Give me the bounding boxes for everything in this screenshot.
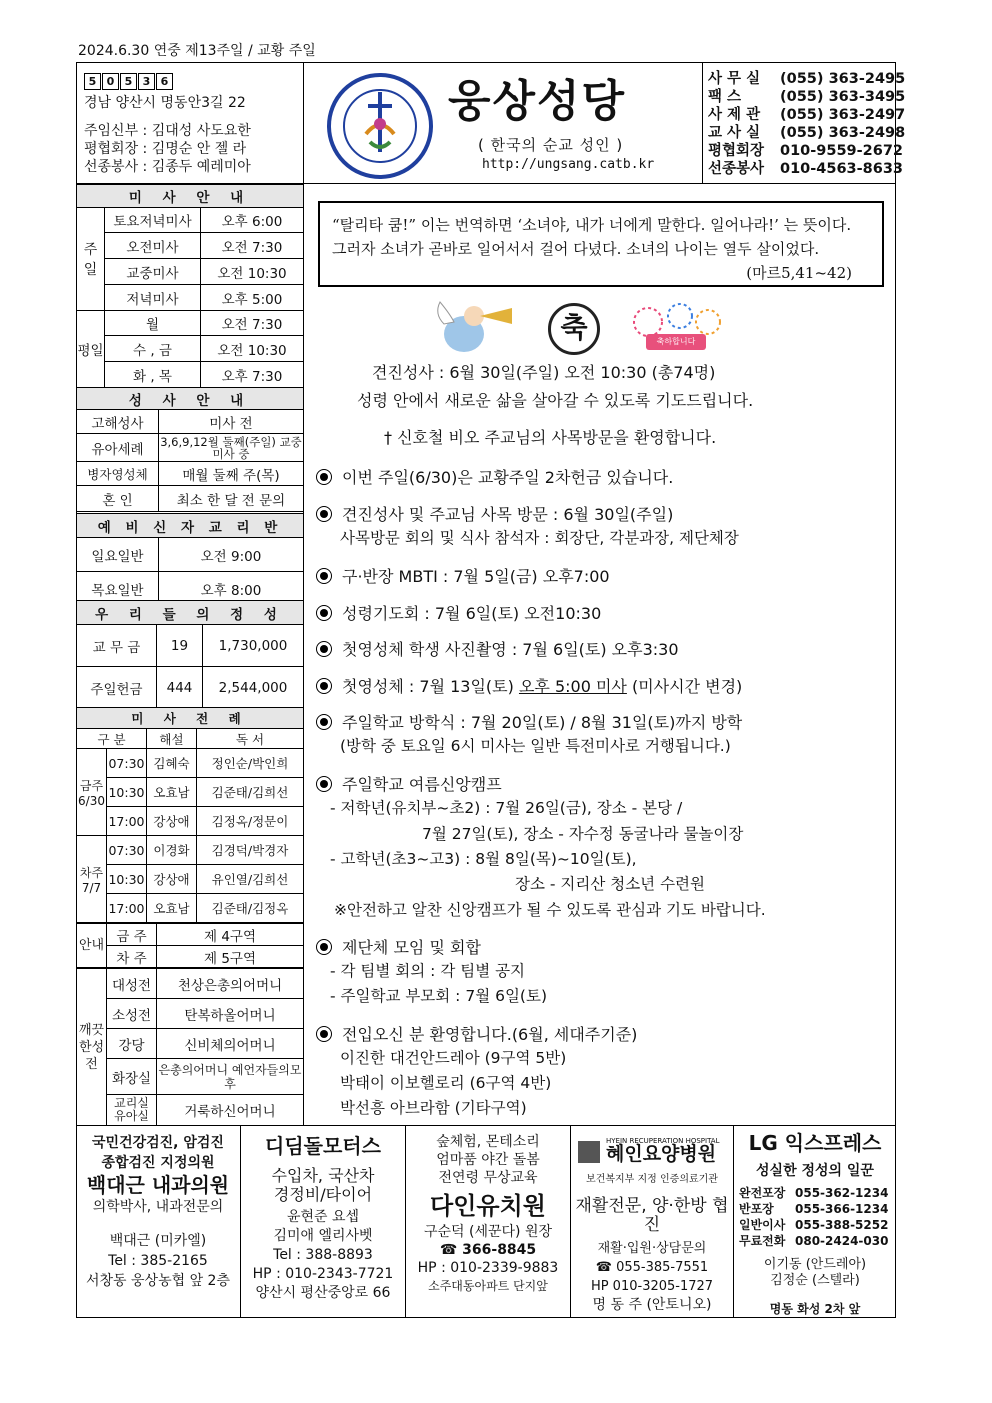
ad-text: 김미애 엘리사벳 bbox=[273, 1228, 373, 1244]
ad-title: LG 익스프레스 bbox=[748, 1131, 882, 1155]
ad-text: 서창동 웅상농협 앞 2층 bbox=[86, 1273, 230, 1289]
catechumen-table bbox=[76, 513, 304, 606]
bullet-icon bbox=[316, 469, 332, 485]
ad-text: ☎ 366-8845 bbox=[439, 1242, 537, 1258]
mass-time: 오후 5:00 bbox=[201, 285, 304, 311]
ad-text: 소주대동아파트 단지앞 bbox=[428, 1279, 548, 1293]
offering-amount: 2,544,000 bbox=[203, 667, 304, 709]
guide-table bbox=[76, 923, 304, 968]
ad-phone-row bbox=[739, 1233, 895, 1249]
parish-seal-logo bbox=[326, 72, 434, 180]
ad-kindergarten bbox=[407, 1133, 569, 1295]
notice-sub: - 주일학교 부모회 : 7월 6일(토) bbox=[330, 987, 547, 1005]
class-time: 오후 8:00 bbox=[159, 572, 304, 606]
notice-item bbox=[316, 641, 679, 658]
ad-text: 경정비/타이어 bbox=[273, 1185, 373, 1204]
ad-phone-row bbox=[739, 1217, 895, 1233]
offering-count: 444 bbox=[157, 667, 203, 709]
guide-week: 금 주 bbox=[107, 924, 157, 946]
ad-title: 다인유치원 bbox=[430, 1191, 546, 1220]
guide-label: 안내 bbox=[77, 924, 107, 968]
bullet-icon bbox=[316, 1026, 332, 1042]
notice-title: 제단체 모임 및 회합 bbox=[342, 938, 481, 957]
contact-label: 평협회장 bbox=[708, 143, 765, 159]
weekday-label: 평일 bbox=[77, 311, 105, 388]
ad-text: ☎ 055-385-7551 bbox=[595, 1260, 709, 1275]
notice-sub: 장소 - 지리산 청소년 수련원 bbox=[515, 875, 706, 893]
notice-sub: 박선흥 아브라함 (기타구역) bbox=[340, 1099, 527, 1117]
sacrament-heading: 성 사 안 내 bbox=[77, 388, 304, 410]
sacrament-value: 3,6,9,12월 둘째(주일) 교중미사 중 bbox=[160, 434, 302, 461]
col-header: 해설 bbox=[147, 729, 197, 749]
week-label: 금주 6/30 bbox=[77, 749, 107, 836]
angel-trumpet-illustration bbox=[430, 294, 530, 358]
notice-title-emphasis: 오후 5:00 미사 bbox=[518, 677, 627, 696]
offering-name: 주일헌금 bbox=[77, 667, 157, 709]
commentator: 오효남 bbox=[147, 778, 197, 807]
contact-label: 교 사 실 bbox=[708, 125, 761, 141]
reader: 정인순/박인희 bbox=[197, 749, 304, 778]
ad-text: 성실한 정성의 일꾼 bbox=[756, 1163, 874, 1179]
cleaning-place: 강당 bbox=[107, 1029, 157, 1059]
ad-phone-row bbox=[739, 1185, 895, 1201]
mass-time: 오전 10:30 bbox=[201, 336, 304, 362]
notice-sub: 7월 27일(토), 장소 - 자수정 동굴나라 물놀이장 bbox=[422, 825, 744, 843]
contact-row bbox=[708, 88, 905, 106]
ministry-table bbox=[76, 707, 304, 923]
contact-label: 팩 스 bbox=[708, 89, 742, 105]
bullet-icon bbox=[316, 939, 332, 955]
notice-item bbox=[316, 469, 673, 486]
sacrament-name: 유아세례 bbox=[77, 434, 159, 462]
mass-name: 화 , 목 bbox=[105, 362, 201, 388]
catechumen-heading: 예 비 신 자 교 리 반 bbox=[77, 514, 304, 538]
contact-label: 사 무 실 bbox=[708, 71, 761, 87]
notice-title: (미사시간 변경) bbox=[626, 677, 743, 696]
sacrament-value: 미사 전 bbox=[159, 410, 304, 434]
reader: 김경덕/박경자 bbox=[197, 836, 304, 865]
notice-title: 첫영성체 학생 사진촬영 : 7월 6일(토) 오후3:30 bbox=[342, 640, 679, 659]
contact-value: (055) 363-3495 bbox=[780, 89, 906, 105]
pastor-line: 주임신부 : 김대성 사도요한 bbox=[84, 123, 251, 139]
contact-row bbox=[708, 142, 905, 160]
ad-text: Tel : 385-2165 bbox=[108, 1253, 208, 1269]
ad-phone-label: 일반이사 bbox=[739, 1218, 786, 1232]
ad-text: 수입차, 국산차 bbox=[271, 1166, 375, 1185]
ad-phone-value: 055-366-1234 bbox=[795, 1202, 889, 1216]
ad-text: HP 010-3205-1727 bbox=[590, 1279, 714, 1294]
mass-time: 오전 7:30 bbox=[201, 233, 304, 259]
notice-title: 주일학교 방학식 : 7월 20일(토) / 8월 31일(토)까지 방학 bbox=[342, 713, 743, 732]
bishop-welcome: † 신호철 비오 주교님의 사목방문을 환영합니다. bbox=[384, 428, 717, 447]
reader: 김준태/김희선 bbox=[197, 778, 304, 807]
issue-date-line: 2024.6.30 연중 제13주일 / 교황 주일 bbox=[78, 43, 316, 59]
mass-name: 저녁미사 bbox=[105, 285, 201, 311]
ad-phone-value: 080-2424-030 bbox=[795, 1234, 889, 1248]
ad-title: 혜인요양병원 bbox=[606, 1143, 717, 1165]
notice-item bbox=[316, 939, 481, 956]
commentator: 김혜숙 bbox=[147, 749, 197, 778]
ad-text: 숲체험, 몬테소리 bbox=[436, 1134, 540, 1150]
ministry-time: 07:30 bbox=[107, 749, 147, 778]
fireworks-banner-illustration bbox=[628, 300, 724, 356]
notice-sub: 사목방문 회의 및 식사 참석자 : 회장단, 각분과장, 제단체장 bbox=[340, 529, 739, 547]
ministry-time: 10:30 bbox=[107, 865, 147, 894]
contact-label: 선종봉사 bbox=[708, 161, 765, 177]
cleaning-label: 깨끗한성전 bbox=[77, 969, 107, 1126]
banner-text: 축하합니다 bbox=[656, 337, 696, 346]
ad-phone-value: 055-362-1234 bbox=[795, 1186, 889, 1200]
sacrament-value: 최소 한 달 전 문의 bbox=[159, 486, 304, 512]
commentator: 이경화 bbox=[147, 836, 197, 865]
sunday-label: 주일 bbox=[77, 208, 105, 311]
sacrament-name: 병자영성체 bbox=[77, 462, 159, 486]
notice-title: 견진성사 및 주교님 사목 방문 : 6월 30일(주일) bbox=[342, 505, 674, 524]
notice-item bbox=[316, 1026, 637, 1043]
reader: 김정옥/정문이 bbox=[197, 807, 304, 836]
ad-text: 양산시 평산중앙로 66 bbox=[255, 1285, 391, 1301]
ad-text: HP : 010-2339-9883 bbox=[417, 1260, 559, 1276]
zip-digit: 3 bbox=[138, 73, 155, 90]
notice-title: 전입오신 분 환영합니다.(6월, 세대주기준) bbox=[342, 1025, 638, 1044]
cleaning-group: 신비체의어머니 bbox=[157, 1029, 304, 1059]
bullet-icon bbox=[316, 678, 332, 694]
commentator: 오효남 bbox=[147, 894, 197, 923]
ad-text: 명 동 주 (안토니오) bbox=[592, 1297, 712, 1313]
ad-phone-value: 055-388-5252 bbox=[795, 1218, 889, 1232]
ministry-time: 17:00 bbox=[107, 894, 147, 923]
mass-schedule-heading: 미 사 안 내 bbox=[77, 185, 304, 208]
contact-list bbox=[708, 70, 905, 178]
parish-subtitle: ( 한국의 순교 성인 ) bbox=[478, 136, 624, 154]
mass-time: 오후 7:30 bbox=[201, 362, 304, 388]
ad-clinic bbox=[78, 1133, 238, 1291]
zip-digit: 5 bbox=[84, 73, 101, 90]
mass-name: 토요저녁미사 bbox=[105, 208, 201, 233]
ad-moving bbox=[735, 1131, 895, 1317]
bullet-icon bbox=[316, 776, 332, 792]
ministry-time: 07:30 bbox=[107, 836, 147, 865]
ad-phone-label: 완전포장 bbox=[739, 1186, 786, 1200]
ad-title: 백대근 내과의원 bbox=[86, 1173, 230, 1197]
parish-url[interactable]: http://ungsang.catb.kr bbox=[482, 157, 655, 172]
mass-name: 월 bbox=[105, 311, 201, 336]
parish-name-title: 웅상성당 bbox=[448, 76, 627, 127]
ad-text: 엄마품 야간 돌봄 bbox=[436, 1152, 540, 1168]
notice-sub: 이진한 대건안드레아 (9구역 5반) bbox=[340, 1049, 567, 1067]
notice-sub: - 저학년(유치부~초2) : 7월 26일(금), 장소 - 본당 / bbox=[330, 799, 683, 817]
ad-text: 윤현준 요셉 bbox=[286, 1209, 360, 1225]
ad-divider bbox=[570, 1125, 571, 1318]
contact-label: 사 제 관 bbox=[708, 107, 761, 123]
ad-text: 백대근 (미카엘) bbox=[109, 1233, 207, 1249]
sacrament-table bbox=[76, 387, 304, 512]
ad-text: 국민건강검진, 암검진 bbox=[92, 1135, 224, 1151]
contact-value: (055) 363-2497 bbox=[780, 107, 906, 123]
notice-sub: ※안전하고 알찬 신앙캠프가 될 수 있도록 관심과 기도 바랍니다. bbox=[334, 901, 766, 919]
ad-hospital bbox=[572, 1137, 732, 1315]
ad-text: 보건복지부 지정 인증의료기관 bbox=[586, 1174, 718, 1185]
bullet-icon bbox=[316, 568, 332, 584]
notice-title: 성령기도회 : 7월 6일(토) 오전10:30 bbox=[342, 604, 602, 623]
notice-item bbox=[316, 568, 610, 585]
sacrament-value: 매월 둘째 주(목) bbox=[159, 462, 304, 486]
class-name: 일요일반 bbox=[77, 538, 159, 572]
ad-divider bbox=[240, 1125, 241, 1318]
ad-text: 종합검진 지정의원 bbox=[101, 1155, 215, 1171]
guide-zone: 제 5구역 bbox=[157, 946, 304, 968]
ad-title: 디딤돌모터스 bbox=[265, 1134, 381, 1158]
notice-sub: - 고학년(초3~고3) : 8월 8일(목)~10일(토), bbox=[330, 850, 637, 868]
notice-item bbox=[316, 776, 502, 793]
hospital-logo-text: HYEIN RECUPERATION HOSPITAL bbox=[606, 1137, 720, 1145]
commentator: 강상애 bbox=[147, 865, 197, 894]
notice-item bbox=[316, 714, 742, 731]
class-time: 오전 9:00 bbox=[159, 538, 304, 572]
mass-name: 교중미사 bbox=[105, 259, 201, 285]
contact-row bbox=[708, 106, 905, 124]
notice-item bbox=[316, 678, 742, 695]
notice-sub: - 각 팀별 회의 : 각 팀별 공지 bbox=[330, 962, 526, 980]
mass-name: 오전미사 bbox=[105, 233, 201, 259]
sacrament-name: 고해성사 bbox=[77, 410, 159, 434]
celebration-stamp: 축 bbox=[548, 303, 600, 355]
mass-time: 오전 10:30 bbox=[201, 259, 304, 285]
notice-title: 첫영성체 : 7월 13일(토) bbox=[342, 677, 519, 696]
notice-sub: (방학 중 토요일 6시 미사는 일반 특전미사로 거행됩니다.) bbox=[340, 737, 731, 755]
ministry-heading: 미 사 전 례 bbox=[77, 708, 304, 729]
notice-item bbox=[316, 605, 601, 622]
gospel-quote-box bbox=[318, 201, 884, 287]
cleaning-place: 교리실 유아실 bbox=[107, 1095, 157, 1126]
mass-schedule-table bbox=[76, 184, 304, 388]
zip-code bbox=[84, 73, 174, 90]
contact-row bbox=[708, 70, 905, 88]
cleaning-table bbox=[76, 968, 304, 1126]
gospel-quote-text: “탈리타 쿰!” 이는 번역하면 ‘소녀야, 내가 너에게 말한다. 일어나라!’ 는 뜻이다. 그러자 소녀가 곧바로 일어서서 걸어 다녔다. 소녀의 나이는 열두 살이었다. bbox=[332, 216, 852, 258]
notice-title: 구·반장 MBTI : 7월 5일(금) 오후7:00 bbox=[342, 567, 610, 586]
ad-text: 구순덕 (세꾼다) 원장 bbox=[423, 1224, 553, 1240]
ad-phone-list bbox=[735, 1185, 895, 1249]
cleaning-group: 탄복하올어머니 bbox=[157, 999, 304, 1029]
notice-title: 주일학교 여름신앙캠프 bbox=[342, 775, 502, 794]
ad-phone-label: 반포장 bbox=[739, 1202, 774, 1216]
contact-value: (055) 363-2498 bbox=[780, 125, 906, 141]
hospital-logo-icon bbox=[578, 1141, 600, 1163]
zip-digit: 5 bbox=[120, 73, 137, 90]
contact-value: 010-9559-2672 bbox=[780, 143, 904, 159]
zip-digit: 6 bbox=[156, 73, 173, 90]
ad-phone-row bbox=[739, 1201, 895, 1217]
cleaning-group: 거룩하신어머니 bbox=[157, 1095, 304, 1126]
col-header: 독 서 bbox=[197, 729, 304, 749]
ad-text: 의학박사, 내과전문의 bbox=[92, 1199, 224, 1215]
mass-time: 오전 7:30 bbox=[201, 311, 304, 336]
confirmation-prayer: 성령 안에서 새로운 삶을 살아갈 수 있도록 기도드립니다. bbox=[357, 391, 754, 410]
guide-week: 차 주 bbox=[107, 946, 157, 968]
mass-name: 수 , 금 bbox=[105, 336, 201, 362]
offering-name: 교 무 금 bbox=[77, 625, 157, 667]
ad-divider bbox=[733, 1125, 734, 1318]
offering-heading: 우 리 들 의 정 성 bbox=[77, 601, 304, 625]
offering-amount: 1,730,000 bbox=[203, 625, 304, 667]
leader-line: 선종봉사 : 김종두 예레미아 bbox=[84, 159, 251, 175]
bullet-icon bbox=[316, 714, 332, 730]
contact-value: 010-4563-8633 bbox=[780, 161, 904, 177]
offering-count: 19 bbox=[157, 625, 203, 667]
ministry-time: 10:30 bbox=[107, 778, 147, 807]
sacrament-name: 혼 인 bbox=[77, 486, 159, 512]
bullet-icon bbox=[316, 506, 332, 522]
contact-value: (055) 363-2495 bbox=[780, 71, 906, 87]
ad-text: 전연령 무상교육 bbox=[438, 1170, 538, 1186]
zip-digit: 0 bbox=[102, 73, 119, 90]
notice-sub: 박태이 이보헬로리 (6구역 4반) bbox=[340, 1074, 552, 1092]
ad-text: 재활전문, 양·한방 협진 bbox=[575, 1196, 729, 1235]
cleaning-place: 소성전 bbox=[107, 999, 157, 1029]
ad-text: 김정순 (스텔라) bbox=[770, 1273, 860, 1288]
reader: 김준태/김정옥 bbox=[197, 894, 304, 923]
ad-text: HP : 010-2343-7721 bbox=[252, 1266, 394, 1282]
bullet-icon bbox=[316, 641, 332, 657]
ad-text: 이기동 (안드레아) bbox=[763, 1257, 867, 1272]
commentator: 강상애 bbox=[147, 807, 197, 836]
ad-phone-label: 무료전화 bbox=[739, 1234, 786, 1248]
cleaning-place: 대성전 bbox=[107, 969, 157, 999]
ministry-time: 17:00 bbox=[107, 807, 147, 836]
gospel-quote-ref: (마르5,41~42) bbox=[746, 264, 852, 282]
notice-title: 이번 주일(6/30)은 교황주일 2차헌금 있습니다. bbox=[342, 468, 674, 487]
ad-divider bbox=[405, 1125, 406, 1318]
offering-table bbox=[76, 600, 304, 709]
week-label: 차주 7/7 bbox=[77, 836, 107, 923]
class-name: 목요일반 bbox=[77, 572, 159, 606]
cleaning-group: 천상은총의어머니 bbox=[157, 969, 304, 999]
cleaning-group: 은총의어머니 예언자들의모후 bbox=[157, 1059, 304, 1095]
council-line: 평협회장 : 김명순 안 젤 라 bbox=[84, 141, 247, 157]
ad-text: Tel : 388-8893 bbox=[273, 1247, 373, 1263]
cleaning-place: 화장실 bbox=[107, 1059, 157, 1095]
parish-address: 경남 양산시 명동안3길 22 bbox=[84, 95, 246, 111]
contact-row bbox=[708, 160, 905, 178]
header-right-divider bbox=[702, 62, 703, 183]
col-header: 구 분 bbox=[77, 729, 147, 749]
bullet-icon bbox=[316, 605, 332, 621]
mass-time: 오후 6:00 bbox=[201, 208, 304, 233]
ads-divider bbox=[76, 1125, 896, 1126]
contact-row bbox=[708, 124, 905, 142]
ad-text: 명동 화성 2차 앞 bbox=[769, 1302, 861, 1316]
confirmation-line: 견진성사 : 6월 30일(주일) 오전 10:30 (총74명) bbox=[372, 363, 716, 382]
ad-motors bbox=[242, 1134, 404, 1303]
guide-zone: 제 4구역 bbox=[157, 924, 304, 946]
ad-text: 재활·입원·상담문의 bbox=[597, 1241, 707, 1256]
reader: 유인열/김희선 bbox=[197, 865, 304, 894]
notice-item bbox=[316, 506, 673, 523]
